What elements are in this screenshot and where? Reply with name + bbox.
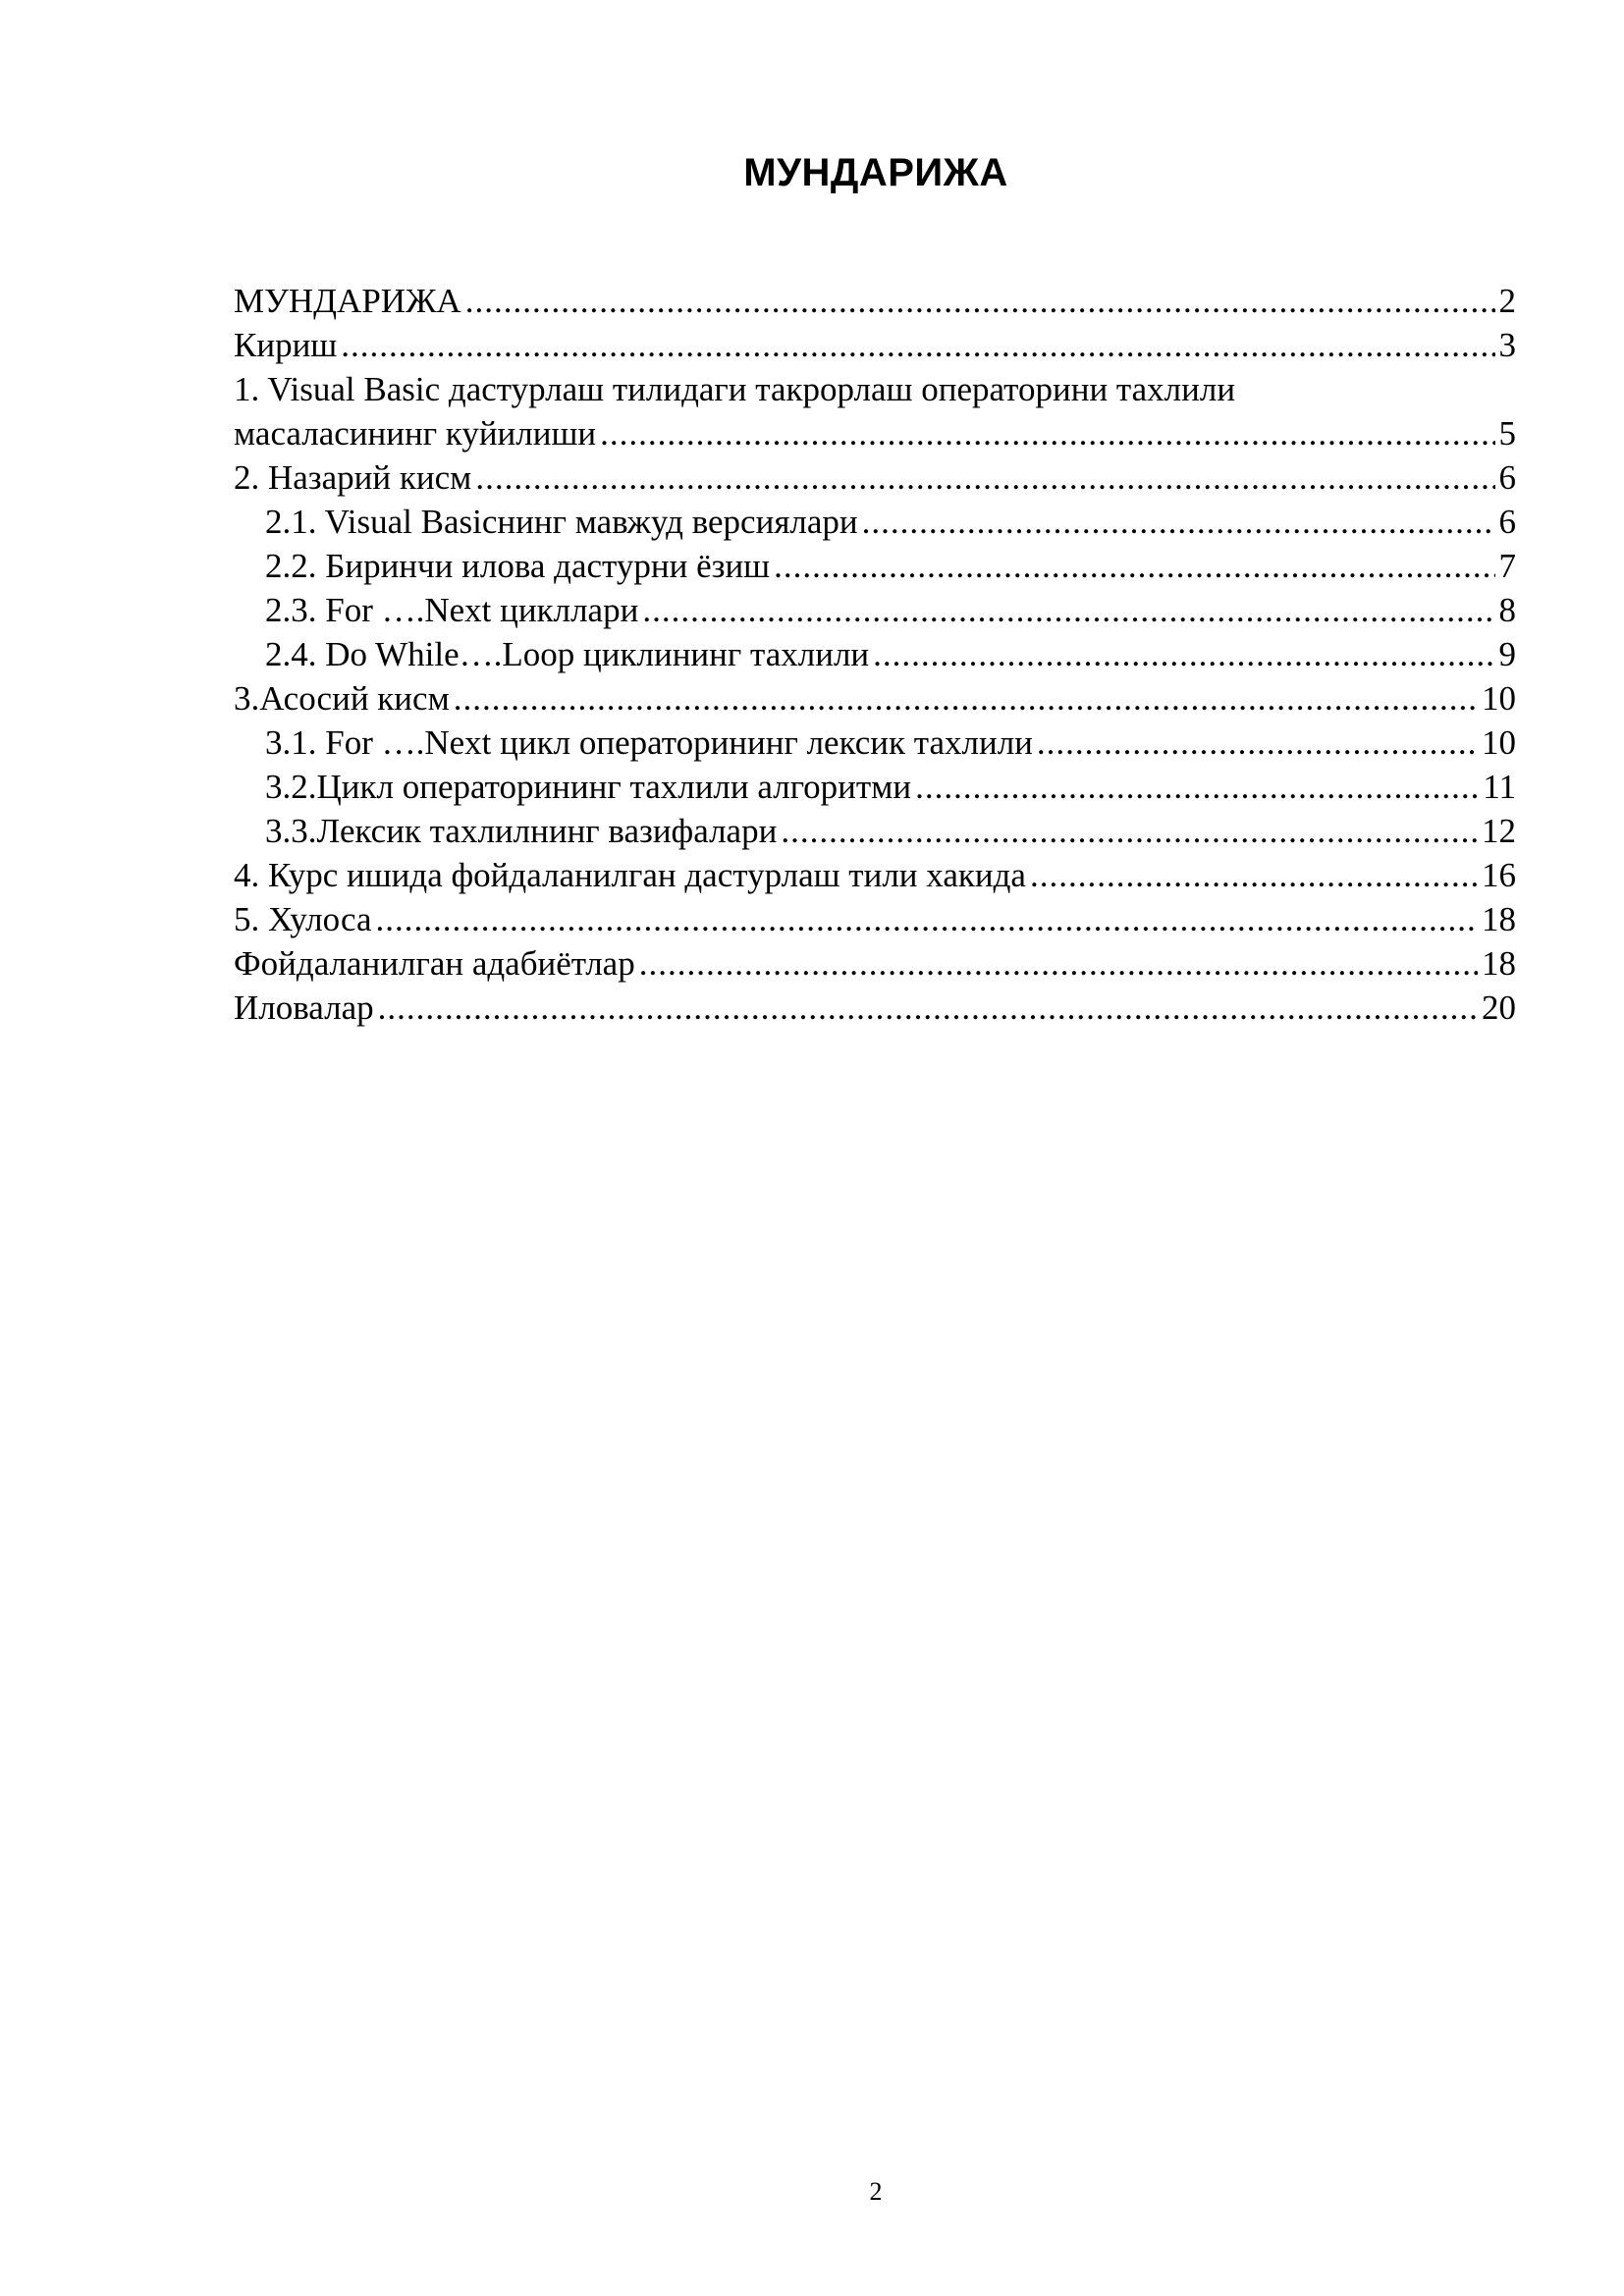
toc-entry-label: Иловалар <box>234 988 374 1027</box>
toc-entry-page: 7 <box>1498 547 1516 585</box>
toc-entry-page: 5 <box>1498 414 1516 453</box>
toc-entry-section-5[interactable] <box>234 897 1516 941</box>
toc-entry-label: 3.3.Лексик тахлилнинг вазифалари <box>265 812 778 850</box>
dot-leader <box>915 765 1479 809</box>
toc-entry-appendices[interactable] <box>234 986 1516 1030</box>
toc-entry-label: 1. Visual Basic дастурлаш тилидаги такрорлаш операторини тахлили <box>234 370 1236 408</box>
toc-entry-page: 18 <box>1482 944 1516 983</box>
toc-entry-page: 10 <box>1482 679 1516 718</box>
toc-entry-references[interactable] <box>234 941 1516 986</box>
toc-entry-page: 8 <box>1498 591 1516 629</box>
dot-leader <box>774 544 1494 588</box>
toc-entry-contents[interactable] <box>234 279 1516 323</box>
dot-leader <box>873 632 1494 676</box>
dot-leader <box>1037 721 1478 765</box>
dot-leader <box>454 676 1478 721</box>
page-title: МУНДАРИЖА <box>743 151 1008 194</box>
dot-leader <box>465 279 1495 323</box>
toc-entry-page: 6 <box>1498 503 1516 541</box>
toc-entry-label: 3.1. For ….Next цикл операторининг лексик тахлили <box>265 723 1033 762</box>
toc-entry-page: 20 <box>1482 988 1516 1027</box>
dot-leader <box>639 941 1478 986</box>
toc-entry-page: 3 <box>1498 326 1516 364</box>
dot-leader <box>781 809 1478 853</box>
dot-leader <box>341 323 1494 367</box>
toc-entry-label: Фойдаланилган адабиётлар <box>234 944 635 983</box>
toc-entry-section-2-4[interactable] <box>234 632 1516 676</box>
table-of-contents <box>234 279 1516 1030</box>
toc-entry-section-3-3[interactable] <box>234 809 1516 853</box>
page-number: 2 <box>869 2177 883 2206</box>
toc-entry-page: 12 <box>1482 812 1516 850</box>
toc-entry-page: 16 <box>1482 856 1516 894</box>
toc-entry-section-2-3[interactable] <box>234 588 1516 632</box>
toc-entry-page: 18 <box>1482 900 1516 938</box>
dot-leader <box>1030 853 1478 897</box>
toc-entry-label: 2.2. Биринчи илова дастурни ёзиш <box>265 547 771 585</box>
toc-entry-section-3-2[interactable] <box>234 765 1516 809</box>
toc-entry-section-2-2[interactable] <box>234 544 1516 588</box>
toc-entry-page: 6 <box>1498 458 1516 497</box>
toc-entry-section-3-1[interactable] <box>234 721 1516 765</box>
toc-entry-section-3[interactable] <box>234 676 1516 721</box>
toc-entry-page: 9 <box>1498 635 1516 673</box>
toc-entry-section-1-line-2[interactable] <box>234 411 1516 455</box>
toc-entry-page: 2 <box>1498 282 1516 320</box>
dot-leader <box>862 500 1495 544</box>
toc-entry-section-2[interactable] <box>234 455 1516 500</box>
toc-entry-label: масаласининг куйилиши <box>234 414 597 453</box>
toc-entry-label: 2. Назарий кисм <box>234 458 472 497</box>
toc-entry-section-2-1[interactable] <box>234 500 1516 544</box>
dot-leader <box>642 588 1494 632</box>
toc-entry-label: 2.4. Do While….Loop циклининг тахлили <box>265 635 870 673</box>
toc-entry-introduction[interactable] <box>234 323 1516 367</box>
toc-entry-label: 3.Асосий кисм <box>234 679 450 718</box>
toc-entry-page: 11 <box>1483 768 1516 806</box>
toc-entry-label: МУНДАРИЖА <box>234 282 461 320</box>
toc-entry-label: 4. Курс ишида фойдаланилган дастурлаш тили хакида <box>234 856 1026 894</box>
toc-entry-label: 2.1. Visual Basicнинг мавжуд версиялари <box>265 503 858 541</box>
dot-leader <box>475 455 1494 500</box>
toc-entry-label: Кириш <box>234 326 338 364</box>
toc-entry-label: 5. Хулоса <box>234 900 372 938</box>
toc-entry-label: 2.3. For ….Next цикллари <box>265 591 639 629</box>
toc-entry-section-4[interactable] <box>234 853 1516 897</box>
dot-leader <box>600 411 1494 455</box>
dot-leader <box>376 897 1479 941</box>
toc-entry-page: 10 <box>1482 723 1516 762</box>
toc-entry-label: 3.2.Цикл операторининг тахлили алгоритми <box>265 768 912 806</box>
toc-entry-section-1-line-1[interactable] <box>234 367 1516 411</box>
dot-leader <box>378 986 1478 1030</box>
